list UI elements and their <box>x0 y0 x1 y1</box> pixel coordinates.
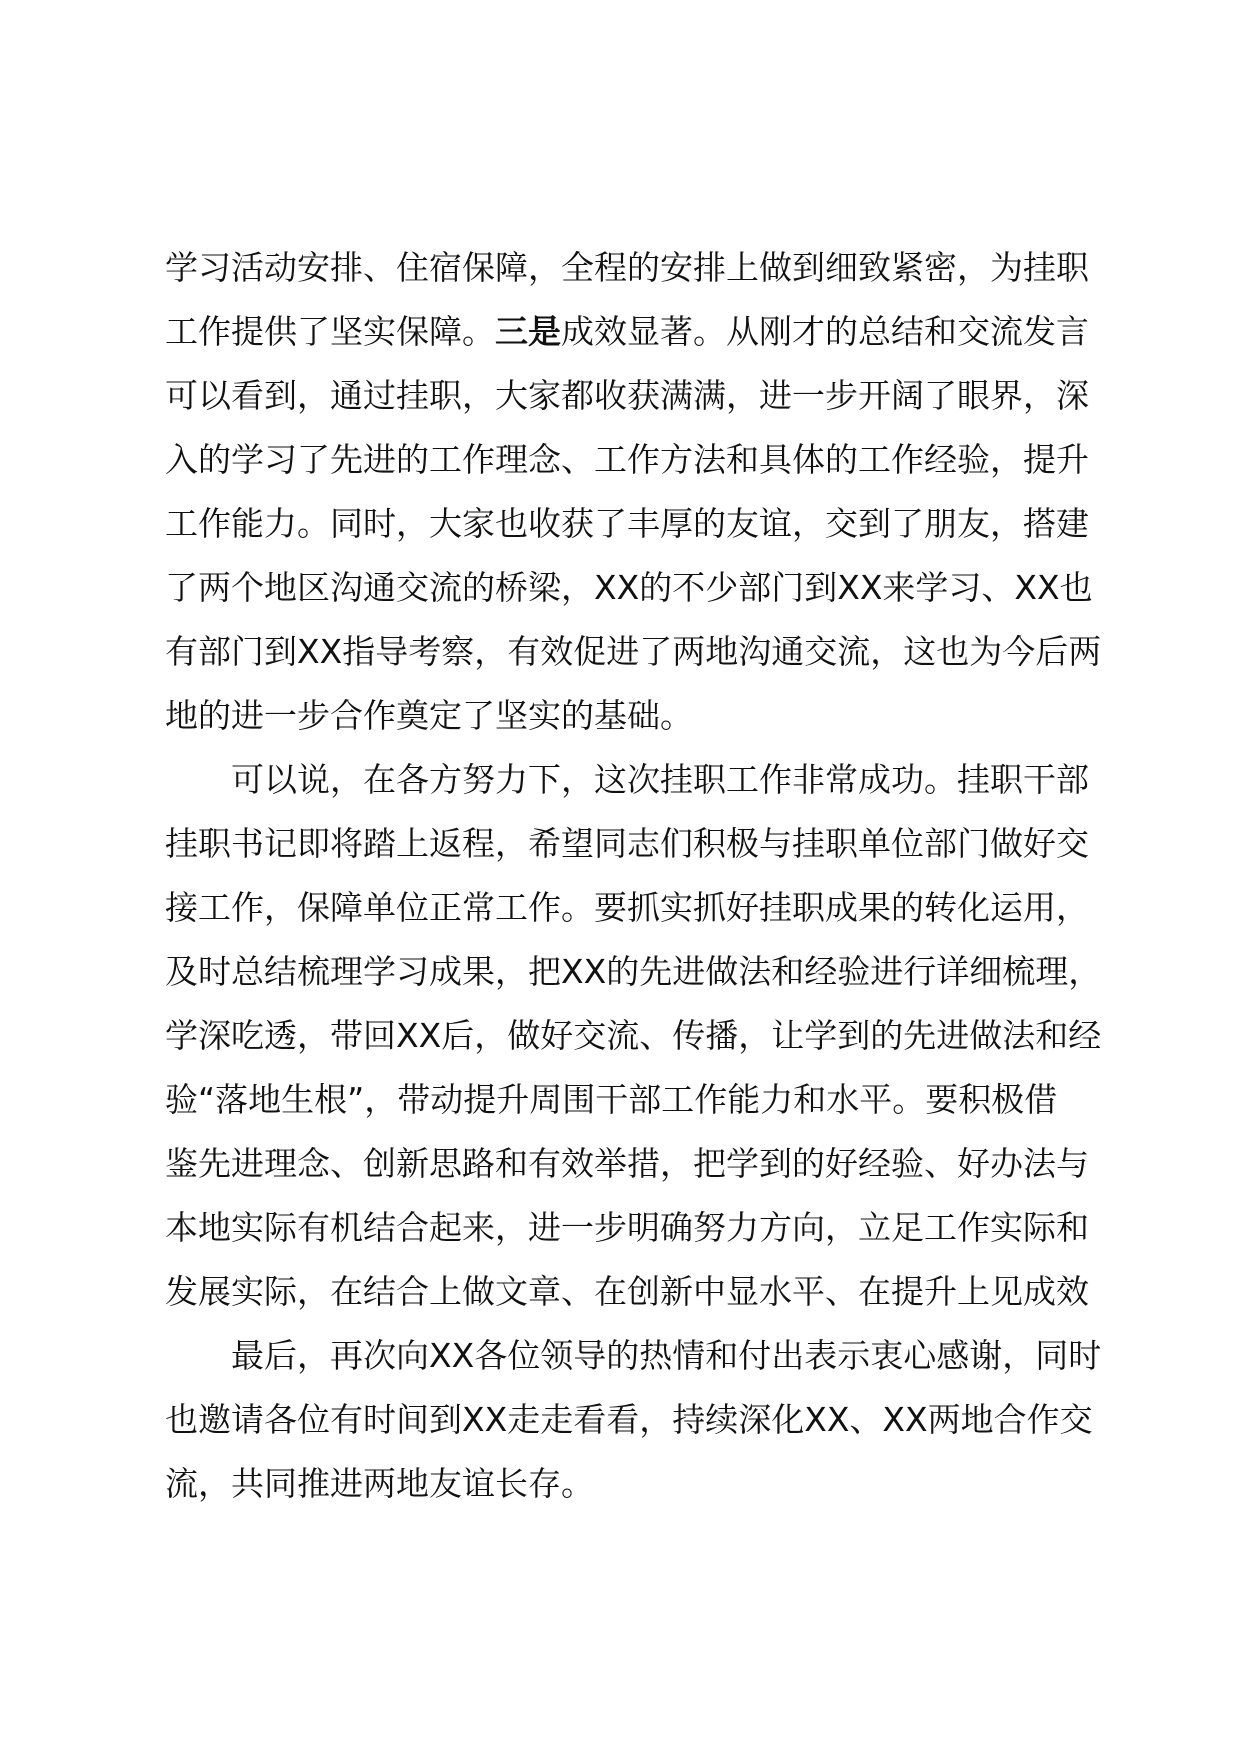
text-line: 本地实际有机结合起来，进一步明确努力方向，立足工作实际和 <box>165 1208 1089 1247</box>
text-line: 有部门到XX指导考察，有效促进了两地沟通交流，这也为今后两 <box>165 632 1102 671</box>
text-line: 最后，再次向XX各位领导的热情和付出表示衷心感谢，同时 <box>231 1336 1102 1375</box>
text-line: 入的学习了先进的工作理念、工作方法和具体的工作经验，提升 <box>165 440 1089 479</box>
body-text <box>165 236 1105 1516</box>
text-run: 成效显著。从刚才的总结和交流发言 <box>561 312 1089 351</box>
text-line: 发展实际，在结合上做文章、在创新中显水平、在提升上见成效 <box>165 1272 1089 1311</box>
text-line: 了两个地区沟通交流的桥梁，XX的不少部门到XX来学习、XX也 <box>165 568 1093 607</box>
paragraph-1 <box>165 236 1105 748</box>
paragraph-3 <box>165 1324 1105 1516</box>
text-line: 也邀请各位有时间到XX走走看看，持续深化XX、XX两地合作交 <box>165 1400 1093 1439</box>
bold-lead-text: 三是 <box>495 312 561 351</box>
paragraph-2 <box>165 748 1105 1324</box>
text-line: 鉴先进理念、创新思路和有效举措，把学到的好经验、好办法与 <box>165 1144 1089 1183</box>
text-line: 地的进一步合作奠定了坚实的基础。 <box>165 696 693 735</box>
text-line: 可以说，在各方努力下，这次挂职工作非常成功。挂职干部 <box>231 760 1089 799</box>
text-line: 学习活动安排、住宿保障，全程的安排上做到细致紧密，为挂职 <box>165 248 1089 287</box>
text-line: 验“落地生根”，带动提升周围干部工作能力和水平。要积极借 <box>165 1080 1058 1119</box>
text-line: 接工作，保障单位正常工作。要抓实抓好挂职成果的转化运用， <box>165 888 1089 927</box>
text-run: 工作提供了坚实保障。 <box>165 312 495 351</box>
text-line: 可以看到，通过挂职，大家都收获满满，进一步开阔了眼界，深 <box>165 376 1089 415</box>
text-line: 挂职书记即将踏上返程，希望同志们积极与挂职单位部门做好交 <box>165 824 1089 863</box>
text-line <box>165 300 1105 364</box>
text-line: 流，共同推进两地友谊长存。 <box>165 1464 594 1503</box>
text-line: 工作能力。同时，大家也收获了丰厚的友谊，交到了朋友，搭建 <box>165 504 1089 543</box>
text-line: 及时总结梳理学习成果，把XX的先进做法和经验进行详细梳理， <box>165 952 1102 991</box>
text-line: 学深吃透，带回XX后，做好交流、传播，让学到的先进做法和经 <box>165 1016 1102 1055</box>
